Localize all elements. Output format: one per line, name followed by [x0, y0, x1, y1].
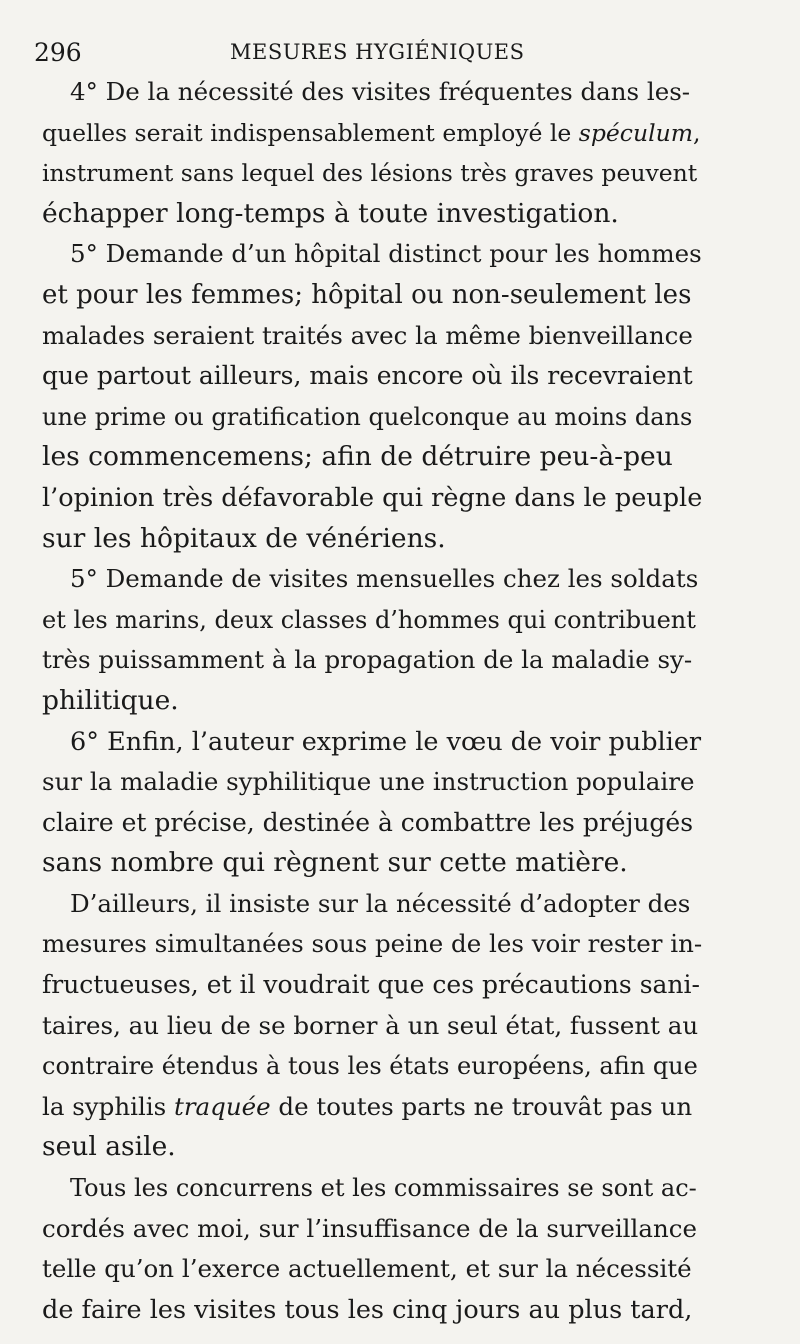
text-line: de faire les visites tous les cinq jours au plus tard,	[42, 1294, 693, 1325]
italic-word: spéculum	[578, 118, 694, 147]
text-line: que partout ailleurs, mais encore où ils recevraient	[42, 361, 693, 391]
text-line: telle qu’on l’exerce actuellement, et sur la nécessité	[42, 1254, 692, 1284]
text-line: quelles serait indispensablement employé le spéculum,	[42, 118, 701, 147]
text-line: cordés avec moi, sur l’insuffisance de la surveillance	[42, 1213, 697, 1243]
page-number: 296	[34, 38, 82, 67]
text-line: les commencemens; afin de détruire peu-à-peu	[42, 441, 673, 473]
text-line: seul asile.	[42, 1131, 176, 1163]
text-line: D’ailleurs, il insiste sur la nécessité d’adopter des	[70, 888, 691, 918]
running-title: MESURES HYGIÉNIQUES	[230, 40, 525, 64]
text-line: la syphilis traquée de toutes parts ne trouvât pas un	[42, 1091, 693, 1121]
text-line: instrument sans lequel des lésions très graves peuvent	[42, 159, 698, 188]
text-line: 5° Demande d’un hôpital distinct pour les hommes	[70, 239, 702, 269]
text-line: mesures simultanées sous peine de les voir rester in-	[42, 929, 703, 959]
text-line: 4° De la nécessité des visites fréquentes dans les-	[70, 77, 691, 106]
text-line: fructueuses, et il voudrait que ces précautions sani-	[42, 970, 700, 1000]
page-header	[34, 32, 754, 72]
text-line: sans nombre qui règnent sur cette matière.	[42, 847, 628, 879]
text-line: contraire étendus à tous les états européens, afin que	[42, 1052, 698, 1081]
text-line: l’opinion très défavorable qui règne dans le peuple	[42, 482, 703, 513]
text-line: et pour les femmes; hôpital ou non-seulement les	[42, 279, 692, 310]
text-line: échapper long-temps à toute investigation.	[42, 197, 619, 229]
text-line: sur la maladie syphilitique une instruction populaire	[42, 767, 695, 797]
text-line: malades seraient traités avec la même bienveillance	[42, 320, 693, 350]
body-text	[42, 72, 702, 1330]
text-line: 6° Enfin, l’auteur exprime le vœu de voir publier	[70, 726, 702, 757]
text-line: philitique.	[42, 684, 179, 716]
text-line: claire et précise, destinée à combattre les préjugés	[42, 807, 694, 837]
italic-word: traquée	[173, 1091, 271, 1121]
text-line: sur les hôpitaux de vénériens.	[42, 522, 446, 554]
text-line: 5° Demande de visites mensuelles chez les soldats	[70, 564, 699, 594]
text-line: très puissamment à la propagation de la maladie sy-	[42, 645, 693, 675]
text-line: taires, au lieu de se borner à un seul état, fussent au	[42, 1010, 699, 1040]
text-line: une prime ou gratification quelconque au moins dans	[42, 402, 693, 431]
text-line: et les marins, deux classes d’hommes qui contribuent	[42, 605, 696, 634]
text-line: Tous les concurrens et les commissaires se sont ac-	[70, 1174, 697, 1203]
